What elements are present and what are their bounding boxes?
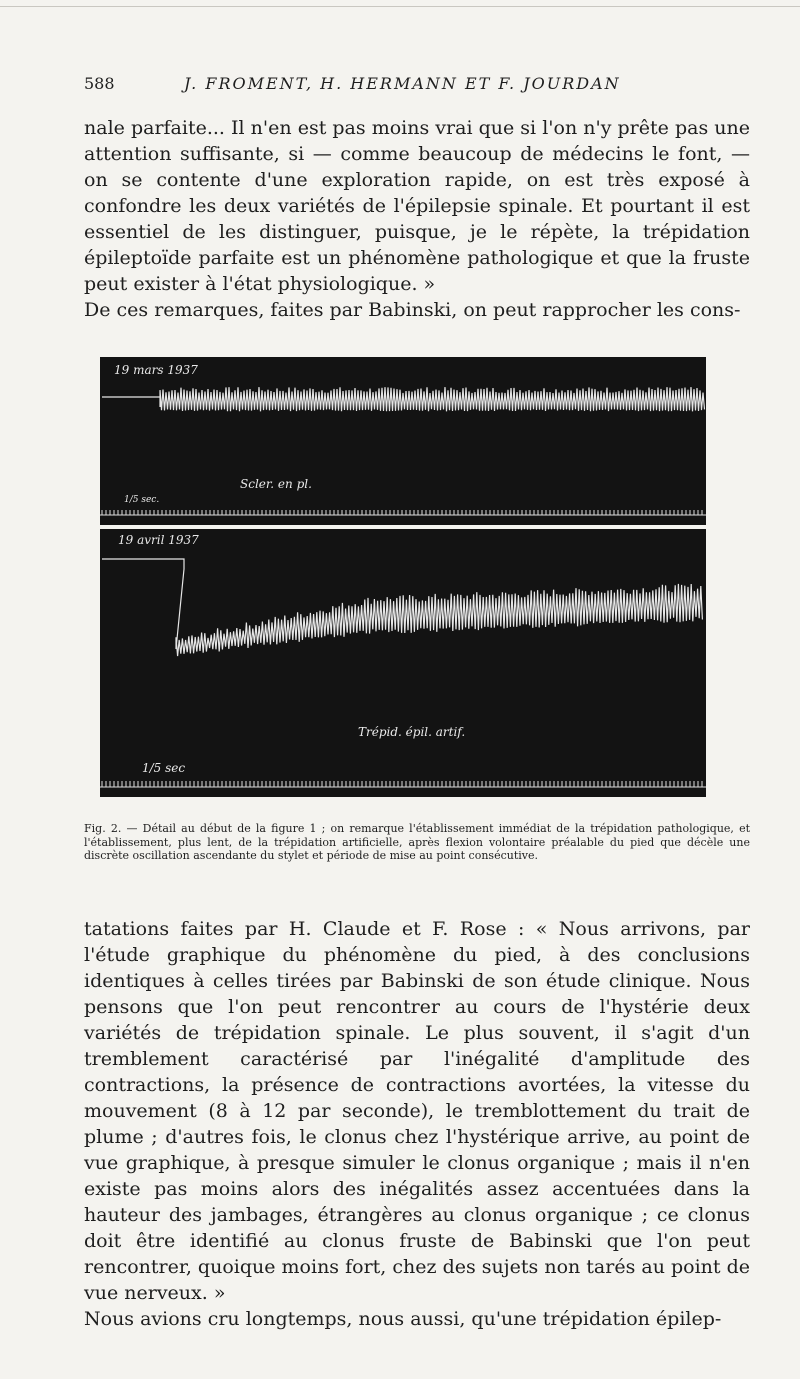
panel-time-label: 1/5 sec. — [124, 495, 160, 505]
panel-time-label: 1/5 sec — [142, 761, 186, 775]
page-number: 588 — [84, 74, 115, 93]
paragraph: De ces remarques, faites par Babinski, on peut rapprocher les cons- — [84, 299, 741, 321]
paragraph: tatations faites par H. Claude et F. Rose : « Nous arrivons, par l'étude graphique du phénomène du pied, à des conclusions identiques à celles tirées par Babinski de son étude clinique. Nous pensons que l'on peut rencontrer au cours de l'hystérie deux variétés de trépidation spinale. Le plus souvent, il s'agit d'un tremblement caractérisé par l'inégalité d'amplitude des contractions, la présence de contractions avortées, la vitesse du mouvement (8 à 12 par seconde), le tremblottement du trait de plume ; d'autres fois, le clonus chez l'hystérique arrive, au point de vue graphique, à presque simuler le clonus organique ; mais il n'en existe pas moins alors des inégalités assez accentuées dans la hauteur des jambages, étrangères au clonus organique ; ce clonus doit être identifié au clonus fruste de Babinski que l'on peut rencontrer, quoique moins fort, chez des sujets non tarés au point de vue nerveux. » — [84, 918, 750, 1304]
panel-trace-label: Scler. en pl. — [240, 477, 312, 491]
paragraph: Nous avions cru longtemps, nous aussi, qu'une trépidation épilep- — [84, 1308, 722, 1330]
tremor-trace-2 — [102, 559, 702, 656]
top-rule — [0, 6, 800, 7]
panel-trace-label: Trépid. épil. artif. — [358, 725, 466, 739]
page-header — [84, 74, 750, 98]
figure-number: Fig. 2. — [84, 822, 122, 835]
figure-caption — [84, 822, 750, 863]
tremor-trace-1 — [102, 387, 705, 411]
time-marker-2 — [100, 781, 706, 787]
time-marker-1 — [100, 510, 706, 515]
tracing-panel-2 — [100, 529, 706, 797]
body-text-after-figure — [84, 916, 750, 1332]
panel-date-label: 19 avril 1937 — [118, 533, 199, 547]
tracing-1-graphic — [100, 357, 706, 525]
panel-date-label: 19 mars 1937 — [114, 363, 198, 377]
figure-caption-text: — Détail au début de la figure 1 ; on remarque l'établissement immédiat de la trépidation pathologique, et l'établissement, plus lent, de la trépidation artificielle, après flexion volontaire préalable du pied que décèle une discrète oscillation ascendante du stylet et période de mise au point consécutive. — [84, 822, 750, 862]
tracing-panel-1 — [100, 357, 706, 525]
tracing-2-graphic — [100, 529, 706, 797]
body-text-before-figure — [84, 115, 750, 323]
running-head: J. FROMENT, H. HERMANN ET F. JOURDAN — [184, 74, 621, 93]
paragraph: nale parfaite... Il n'en est pas moins vrai que si l'on n'y prête pas une attention suffisante, si — comme beaucoup de médecins le font, — on se contente d'une exploration rapide, on est très exposé à confondre les deux variétés de l'épilepsie spinale. Et pourtant il est essentiel de les distinguer, puisque, je le répète, la trépidation épileptoïde parfaite est un phénomène pathologique et que la fruste peut exister à l'état physiologique. » — [84, 117, 750, 295]
